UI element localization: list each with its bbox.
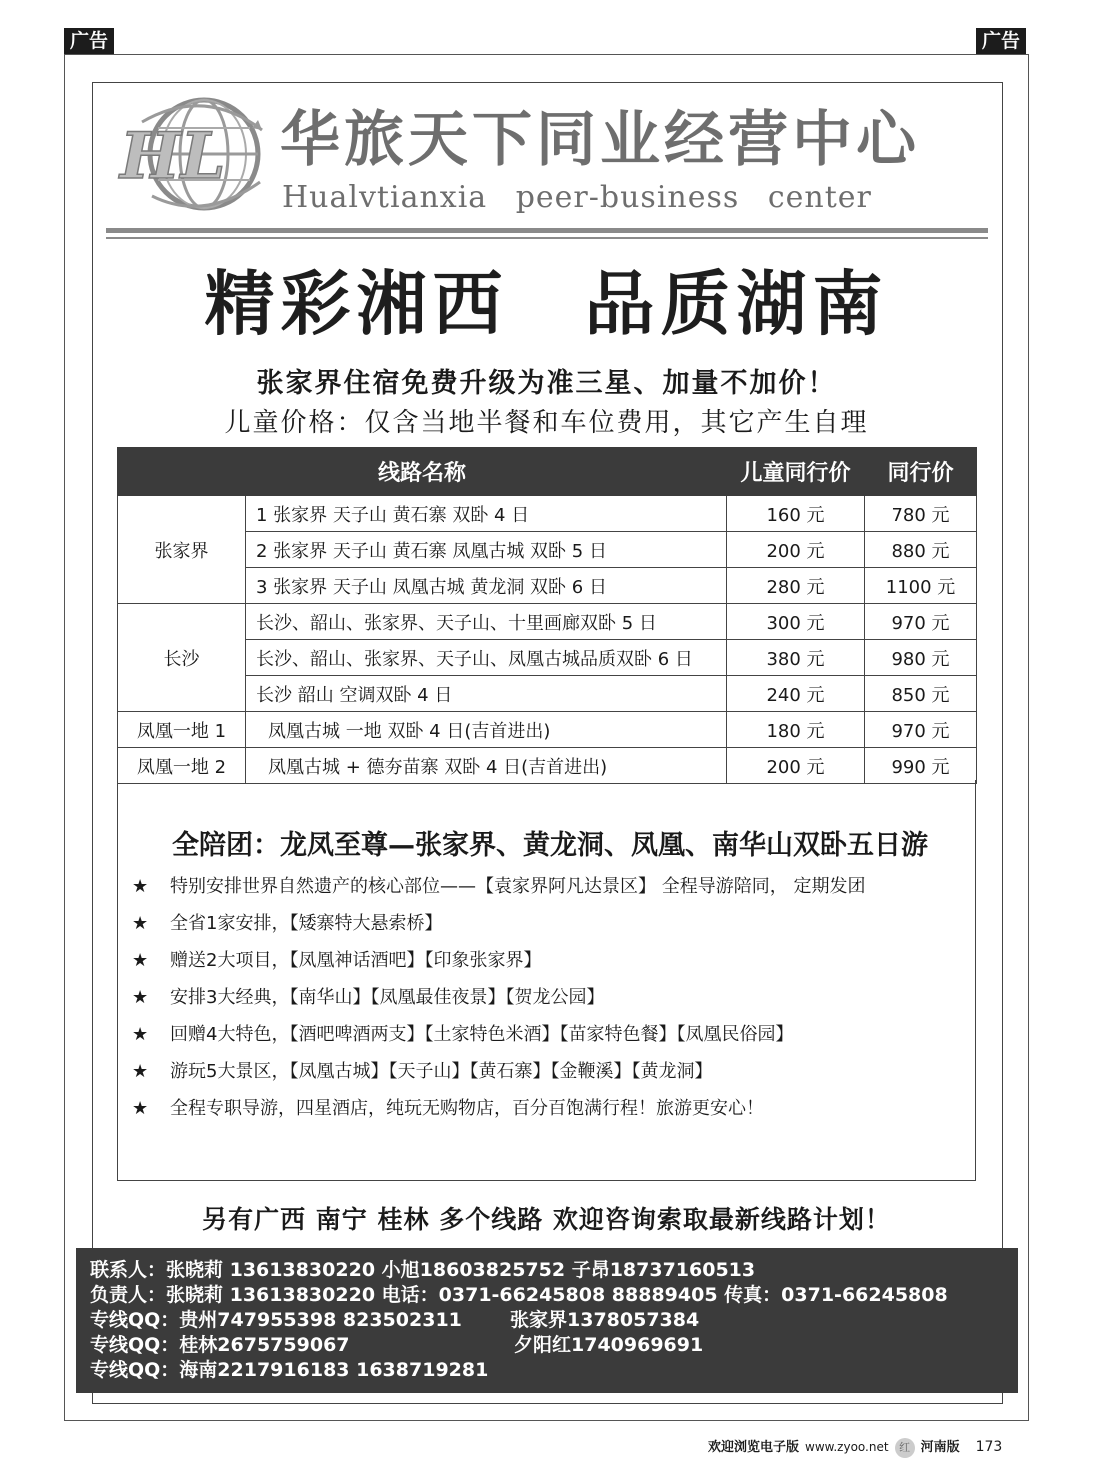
feature-item xyxy=(132,979,865,1016)
subtitle-upgrade: 张家界住宿免费升级为准三星、加量不加价！ xyxy=(256,368,837,399)
feature-item xyxy=(132,905,865,942)
subtitle-child-price: 儿童价格：仅含当地半餐和车位费用，其它产生自理 xyxy=(224,408,869,438)
features-list xyxy=(132,868,865,1127)
contact-text: 张家界1378057384 xyxy=(510,1309,700,1331)
region-cell: 长沙 xyxy=(118,604,246,712)
table-row xyxy=(118,532,977,568)
brand-name-en: Hualvtianxia peer-business center xyxy=(282,180,872,215)
feature-text: 赠送2大项目，【凤凰神话酒吧】【印象张家界】 xyxy=(170,950,542,971)
route-cell: 长沙、韶山、张家界、天子山、十里画廊双卧 5 日 xyxy=(246,604,727,640)
ad-label-right: 广告 xyxy=(976,28,1026,54)
region-cell: 凤凰一地 1 xyxy=(118,712,246,748)
table-row xyxy=(118,496,977,532)
feature-text: 安排3大经典，【南华山】【凤凰最佳夜景】【贺龙公园】 xyxy=(170,987,605,1008)
table-row xyxy=(118,604,977,640)
brand-name-cn: 华旅天下同业经营中心 xyxy=(280,105,920,175)
child-price-cell: 300 元 xyxy=(727,604,865,640)
peer-price-cell: 980 元 xyxy=(865,640,977,676)
footer-url: www.zyoo.net xyxy=(805,1440,889,1454)
region-cell: 凤凰一地 2 xyxy=(118,748,246,784)
star-icon: ★ xyxy=(132,987,149,1008)
child-price-cell: 240 元 xyxy=(727,676,865,712)
table-header-row xyxy=(118,448,977,496)
contact-text: 夕阳红1740969691 xyxy=(514,1334,704,1356)
contact-text: 专线QQ：贵州747955398 823502311 xyxy=(90,1309,462,1331)
page-footer xyxy=(708,1436,1002,1458)
peer-price-cell: 970 元 xyxy=(865,604,977,640)
peer-price-cell: 880 元 xyxy=(865,532,977,568)
feature-text: 全省1家安排，【矮寨特大悬索桥】 xyxy=(170,913,443,934)
star-icon: ★ xyxy=(132,1024,149,1045)
peer-price-cell: 850 元 xyxy=(865,676,977,712)
child-price-cell: 280 元 xyxy=(727,568,865,604)
feature-item xyxy=(132,942,865,979)
route-cell: 长沙 韶山 空调双卧 4 日 xyxy=(246,676,727,712)
contact-text: 专线QQ：桂林2675759067 xyxy=(90,1334,350,1356)
page-number: 173 xyxy=(975,1439,1003,1455)
table-row xyxy=(118,712,977,748)
route-cell: 长沙、韶山、张家界、天子山、凤凰古城品质双卧 6 日 xyxy=(246,640,727,676)
footer-logo-icon: 红 xyxy=(895,1438,915,1458)
features-title: 全陪团：龙凤至尊—张家界、黄龙洞、凤凰、南华山双卧五日游 xyxy=(172,830,928,861)
route-cell: 1 张家界 天子山 黄石寨 双卧 4 日 xyxy=(246,496,727,532)
headline: 精彩湘西 品质湖南 xyxy=(204,263,889,345)
star-icon: ★ xyxy=(132,876,149,897)
ad-label-left: 广告 xyxy=(64,28,114,54)
star-icon: ★ xyxy=(132,913,149,934)
peer-price-cell: 780 元 xyxy=(865,496,977,532)
child-price-cell: 200 元 xyxy=(727,748,865,784)
route-cell: 凤凰古城 + 德夯苗寨 双卧 4 日(吉首进出) xyxy=(246,748,727,784)
feature-text: 全程专职导游，四星酒店，纯玩无购物店，百分百饱满行程！旅游更安心！ xyxy=(170,1098,764,1119)
contact-line xyxy=(90,1283,1018,1308)
table-row xyxy=(118,568,977,604)
feature-item xyxy=(132,1053,865,1090)
child-price-cell: 180 元 xyxy=(727,712,865,748)
star-icon: ★ xyxy=(132,1061,149,1082)
brand-logo-icon xyxy=(112,92,272,216)
peer-price-cell: 1100 元 xyxy=(865,568,977,604)
feature-item xyxy=(132,1016,865,1053)
feature-text: 特别安排世界自然遗产的核心部位——【袁家界阿凡达景区】 全程导游陪同， 定期发团 xyxy=(170,876,866,897)
table-row xyxy=(118,748,977,784)
feature-text: 回赠4大特色，【酒吧啤酒两支】【土家特色米酒】【苗家特色餐】【凤凰民俗园】 xyxy=(170,1024,794,1045)
footer-text: 欢迎浏览电子版 xyxy=(708,1440,800,1455)
child-price-cell: 380 元 xyxy=(727,640,865,676)
header-peer-price: 同行价 xyxy=(865,448,977,496)
region-cell: 张家界 xyxy=(118,496,246,604)
peer-price-cell: 970 元 xyxy=(865,712,977,748)
header-child-price: 儿童同行价 xyxy=(727,448,865,496)
header-rule-thick xyxy=(106,228,988,233)
logo-letters: HL xyxy=(120,119,226,194)
contact-text: 联系人：张晓莉 13613830220 小旭18603825752 子昂18737160513 xyxy=(90,1259,756,1281)
price-table xyxy=(117,447,977,784)
contact-text: 负责人：张晓莉 13613830220 电话：0371-66245808 88889405 传真：0371-66245808 xyxy=(90,1284,948,1306)
table-row xyxy=(118,676,977,712)
contact-line xyxy=(90,1308,1018,1333)
child-price-cell: 200 元 xyxy=(727,532,865,568)
more-lines-notice: 另有广西 南宁 桂林 多个线路 欢迎咨询索取最新线路计划！ xyxy=(202,1205,891,1234)
route-cell: 2 张家界 天子山 黄石寨 凤凰古城 双卧 5 日 xyxy=(246,532,727,568)
feature-item xyxy=(132,1090,865,1127)
feature-item xyxy=(132,868,865,905)
header-route: 线路名称 xyxy=(118,448,727,496)
peer-price-cell: 990 元 xyxy=(865,748,977,784)
child-price-cell: 160 元 xyxy=(727,496,865,532)
route-cell: 3 张家界 天子山 凤凰古城 黄龙洞 双卧 6 日 xyxy=(246,568,727,604)
star-icon: ★ xyxy=(132,950,149,971)
contact-line xyxy=(90,1333,1018,1358)
table-row xyxy=(118,640,977,676)
feature-text: 游玩5大景区，【凤凰古城】【天子山】【黄石寨】【金鞭溪】【黄龙洞】 xyxy=(170,1061,713,1082)
route-cell: 凤凰古城 一地 双卧 4 日(吉首进出) xyxy=(246,712,727,748)
contact-line xyxy=(90,1258,1018,1283)
header-rule-thin xyxy=(106,237,988,239)
contact-line xyxy=(90,1358,1018,1383)
footer-edition: 河南版 xyxy=(920,1440,960,1455)
contact-box xyxy=(76,1248,1018,1393)
contact-text: 专线QQ：海南2217916183 1638719281 xyxy=(90,1359,489,1381)
star-icon: ★ xyxy=(132,1098,149,1119)
